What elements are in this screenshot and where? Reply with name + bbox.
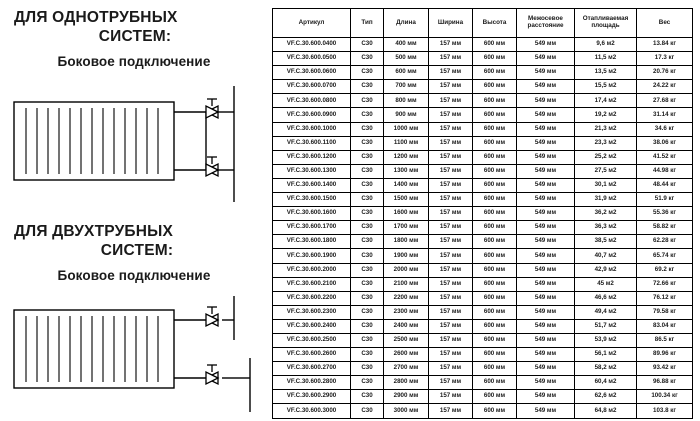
table-row bbox=[273, 235, 693, 249]
table-cell: 24.22 кг bbox=[637, 80, 693, 94]
table-cell: 62.28 кг bbox=[637, 235, 693, 249]
table-cell: 2600 мм bbox=[384, 348, 429, 362]
table-row bbox=[273, 291, 693, 305]
table-cell: 600 мм bbox=[473, 277, 517, 291]
double-pipe-subtitle: Боковое подключение bbox=[57, 268, 211, 283]
table-cell: 25,2 м2 bbox=[575, 150, 637, 164]
table-cell: 549 мм bbox=[517, 164, 575, 178]
table-cell: 549 мм bbox=[517, 38, 575, 52]
table-cell: VF.C.30.600.1300 bbox=[273, 164, 351, 178]
table-cell: VF.C.30.600.0500 bbox=[273, 52, 351, 66]
table-cell: 700 мм bbox=[384, 80, 429, 94]
table-cell: 157 мм bbox=[429, 66, 473, 80]
table-cell: VF.C.30.600.0700 bbox=[273, 80, 351, 94]
table-row bbox=[273, 52, 693, 66]
table-cell: 96.88 кг bbox=[637, 376, 693, 390]
table-header-row bbox=[273, 9, 693, 38]
single-pipe-heading-line2: СИСТЕМ: bbox=[98, 28, 172, 46]
table-row bbox=[273, 38, 693, 52]
table-cell: VF.C.30.600.0400 bbox=[273, 38, 351, 52]
specifications-table-container bbox=[272, 8, 692, 419]
table-cell: 600 мм bbox=[473, 164, 517, 178]
table-cell: 36,2 м2 bbox=[575, 207, 637, 221]
table-cell: 27,5 м2 bbox=[575, 164, 637, 178]
table-cell: 600 мм bbox=[473, 122, 517, 136]
table-cell: 157 мм bbox=[429, 404, 473, 418]
table-row bbox=[273, 376, 693, 390]
table-cell: C30 bbox=[351, 390, 384, 404]
table-cell: 86.5 кг bbox=[637, 333, 693, 347]
table-cell: 1300 мм bbox=[384, 164, 429, 178]
table-cell: 549 мм bbox=[517, 390, 575, 404]
table-cell: C30 bbox=[351, 52, 384, 66]
table-body bbox=[273, 38, 693, 419]
table-cell: 157 мм bbox=[429, 122, 473, 136]
table-cell: C30 bbox=[351, 249, 384, 263]
table-cell: VF.C.30.600.2400 bbox=[273, 319, 351, 333]
table-cell: 600 мм bbox=[473, 390, 517, 404]
table-cell: C30 bbox=[351, 263, 384, 277]
table-cell: 549 мм bbox=[517, 319, 575, 333]
table-cell: 1900 мм bbox=[384, 249, 429, 263]
table-cell: C30 bbox=[351, 404, 384, 418]
table-cell: 1700 мм bbox=[384, 221, 429, 235]
radiator-diagram-double-pipe bbox=[10, 296, 260, 416]
table-cell: 157 мм bbox=[429, 178, 473, 192]
table-cell: 60,4 м2 bbox=[575, 376, 637, 390]
table-cell: 549 мм bbox=[517, 193, 575, 207]
table-cell: VF.C.30.600.1500 bbox=[273, 193, 351, 207]
table-cell: 30,1 м2 bbox=[575, 178, 637, 192]
table-cell: 600 мм bbox=[473, 263, 517, 277]
table-cell: VF.C.30.600.0600 bbox=[273, 66, 351, 80]
table-cell: 600 мм bbox=[473, 150, 517, 164]
table-cell: 157 мм bbox=[429, 108, 473, 122]
table-cell: 600 мм bbox=[473, 193, 517, 207]
table-cell: 157 мм bbox=[429, 150, 473, 164]
table-cell: C30 bbox=[351, 164, 384, 178]
table-cell: 549 мм bbox=[517, 249, 575, 263]
table-cell: C30 bbox=[351, 207, 384, 221]
table-cell: C30 bbox=[351, 136, 384, 150]
table-cell: 58.82 кг bbox=[637, 221, 693, 235]
table-row bbox=[273, 277, 693, 291]
table-cell: 9,6 м2 bbox=[575, 38, 637, 52]
table-cell: 2500 мм bbox=[384, 333, 429, 347]
table-row bbox=[273, 390, 693, 404]
table-cell: 46,6 м2 bbox=[575, 291, 637, 305]
table-cell: 157 мм bbox=[429, 249, 473, 263]
table-row bbox=[273, 249, 693, 263]
table-cell: 157 мм bbox=[429, 136, 473, 150]
table-cell: 157 мм bbox=[429, 348, 473, 362]
table-cell: 83.04 кг bbox=[637, 319, 693, 333]
table-cell: 93.42 кг bbox=[637, 362, 693, 376]
table-cell: 49,4 м2 bbox=[575, 305, 637, 319]
radiator-diagram-single-pipe bbox=[10, 82, 260, 207]
table-cell: C30 bbox=[351, 108, 384, 122]
table-cell: VF.C.30.600.1800 bbox=[273, 235, 351, 249]
table-cell: 157 мм bbox=[429, 277, 473, 291]
table-cell: 549 мм bbox=[517, 52, 575, 66]
table-cell: 549 мм bbox=[517, 333, 575, 347]
table-cell: 2300 мм bbox=[384, 305, 429, 319]
table-cell: 64,8 м2 bbox=[575, 404, 637, 418]
table-cell: 157 мм bbox=[429, 80, 473, 94]
table-cell: VF.C.30.600.1400 bbox=[273, 178, 351, 192]
table-cell: 157 мм bbox=[429, 164, 473, 178]
table-cell: VF.C.30.600.0900 bbox=[273, 108, 351, 122]
table-cell: C30 bbox=[351, 235, 384, 249]
table-cell: 42,9 м2 bbox=[575, 263, 637, 277]
table-cell: 13,5 м2 bbox=[575, 66, 637, 80]
table-cell: 2700 мм bbox=[384, 362, 429, 376]
table-cell: 157 мм bbox=[429, 94, 473, 108]
table-row bbox=[273, 80, 693, 94]
table-cell: 157 мм bbox=[429, 305, 473, 319]
table-cell: 900 мм bbox=[384, 108, 429, 122]
table-cell: 23,3 м2 bbox=[575, 136, 637, 150]
table-cell: 45 м2 bbox=[575, 277, 637, 291]
table-cell: 2900 мм bbox=[384, 390, 429, 404]
table-row bbox=[273, 404, 693, 418]
table-cell: 549 мм bbox=[517, 305, 575, 319]
table-cell: C30 bbox=[351, 66, 384, 80]
specifications-table bbox=[272, 8, 693, 419]
table-row bbox=[273, 333, 693, 347]
table-cell: 69.2 кг bbox=[637, 263, 693, 277]
table-cell: 800 мм bbox=[384, 94, 429, 108]
single-pipe-subtitle: Боковое подключение bbox=[57, 54, 211, 69]
table-cell: 79.58 кг bbox=[637, 305, 693, 319]
table-cell: VF.C.30.600.2600 bbox=[273, 348, 351, 362]
table-row bbox=[273, 108, 693, 122]
table-cell: 549 мм bbox=[517, 178, 575, 192]
table-header-cell-1: Тип bbox=[351, 9, 384, 38]
table-cell: 600 мм bbox=[473, 291, 517, 305]
table-row bbox=[273, 319, 693, 333]
table-cell: 13.84 кг bbox=[637, 38, 693, 52]
table-row bbox=[273, 66, 693, 80]
table-cell: VF.C.30.600.2700 bbox=[273, 362, 351, 376]
table-cell: 55.36 кг bbox=[637, 207, 693, 221]
table-cell: 11,5 м2 bbox=[575, 52, 637, 66]
table-cell: 157 мм bbox=[429, 376, 473, 390]
table-cell: VF.C.30.600.1200 bbox=[273, 150, 351, 164]
table-cell: 549 мм bbox=[517, 376, 575, 390]
table-cell: 600 мм bbox=[473, 348, 517, 362]
table-cell: C30 bbox=[351, 277, 384, 291]
table-cell: C30 bbox=[351, 333, 384, 347]
table-cell: 549 мм bbox=[517, 122, 575, 136]
table-cell: 157 мм bbox=[429, 362, 473, 376]
table-cell: VF.C.30.600.1100 bbox=[273, 136, 351, 150]
table-cell: 1200 мм bbox=[384, 150, 429, 164]
table-header-cell-4: Высота bbox=[473, 9, 517, 38]
table-cell: 549 мм bbox=[517, 207, 575, 221]
table-cell: 51.9 кг bbox=[637, 193, 693, 207]
table-cell: 549 мм bbox=[517, 221, 575, 235]
table-row bbox=[273, 136, 693, 150]
table-row bbox=[273, 305, 693, 319]
table-cell: 44.98 кг bbox=[637, 164, 693, 178]
table-cell: 600 мм bbox=[473, 207, 517, 221]
table-cell: 600 мм bbox=[473, 319, 517, 333]
table-row bbox=[273, 94, 693, 108]
table-cell: 400 мм bbox=[384, 38, 429, 52]
table-cell: 600 мм bbox=[473, 221, 517, 235]
table-cell: 157 мм bbox=[429, 333, 473, 347]
table-row bbox=[273, 362, 693, 376]
table-cell: C30 bbox=[351, 291, 384, 305]
table-cell: 600 мм bbox=[384, 66, 429, 80]
table-cell: 27.68 кг bbox=[637, 94, 693, 108]
table-cell: VF.C.30.600.2900 bbox=[273, 390, 351, 404]
table-cell: 89.96 кг bbox=[637, 348, 693, 362]
table-cell: 157 мм bbox=[429, 263, 473, 277]
table-cell: 600 мм bbox=[473, 178, 517, 192]
table-cell: 549 мм bbox=[517, 348, 575, 362]
table-cell: 549 мм bbox=[517, 150, 575, 164]
table-cell: 600 мм bbox=[473, 94, 517, 108]
table-cell: 549 мм bbox=[517, 94, 575, 108]
table-cell: 2100 мм bbox=[384, 277, 429, 291]
table-cell: C30 bbox=[351, 38, 384, 52]
table-cell: C30 bbox=[351, 348, 384, 362]
table-cell: 2400 мм bbox=[384, 319, 429, 333]
table-cell: 549 мм bbox=[517, 66, 575, 80]
table-header-cell-0: Артикул bbox=[273, 9, 351, 38]
table-cell: 600 мм bbox=[473, 305, 517, 319]
table-cell: VF.C.30.600.2800 bbox=[273, 376, 351, 390]
table-cell: VF.C.30.600.2500 bbox=[273, 333, 351, 347]
table-cell: 17.3 кг bbox=[637, 52, 693, 66]
table-row bbox=[273, 178, 693, 192]
table-cell: 1000 мм bbox=[384, 122, 429, 136]
table-row bbox=[273, 207, 693, 221]
table-cell: VF.C.30.600.2300 bbox=[273, 305, 351, 319]
table-cell: 53,9 м2 bbox=[575, 333, 637, 347]
table-cell: 157 мм bbox=[429, 221, 473, 235]
table-cell: 549 мм bbox=[517, 263, 575, 277]
table-cell: 549 мм bbox=[517, 235, 575, 249]
table-cell: 549 мм bbox=[517, 277, 575, 291]
table-cell: 21,3 м2 bbox=[575, 122, 637, 136]
table-cell: 549 мм bbox=[517, 362, 575, 376]
table-cell: 19,2 м2 bbox=[575, 108, 637, 122]
table-cell: 3000 мм bbox=[384, 404, 429, 418]
table-cell: 549 мм bbox=[517, 108, 575, 122]
table-cell: 48.44 кг bbox=[637, 178, 693, 192]
table-cell: 72.66 кг bbox=[637, 277, 693, 291]
table-cell: VF.C.30.600.0800 bbox=[273, 94, 351, 108]
table-row bbox=[273, 193, 693, 207]
table-cell: C30 bbox=[351, 305, 384, 319]
table-header-cell-2: Длина bbox=[384, 9, 429, 38]
table-cell: 1400 мм bbox=[384, 178, 429, 192]
table-cell: 600 мм bbox=[473, 362, 517, 376]
table-cell: VF.C.30.600.2000 bbox=[273, 263, 351, 277]
table-cell: 20.76 кг bbox=[637, 66, 693, 80]
table-cell: 549 мм bbox=[517, 80, 575, 94]
table-cell: 157 мм bbox=[429, 235, 473, 249]
table-cell: C30 bbox=[351, 80, 384, 94]
table-cell: 157 мм bbox=[429, 52, 473, 66]
table-row bbox=[273, 348, 693, 362]
table-cell: 157 мм bbox=[429, 193, 473, 207]
table-cell: 15,5 м2 bbox=[575, 80, 637, 94]
table-cell: 157 мм bbox=[429, 291, 473, 305]
table-cell: 600 мм bbox=[473, 108, 517, 122]
table-cell: VF.C.30.600.3000 bbox=[273, 404, 351, 418]
table-cell: 38.06 кг bbox=[637, 136, 693, 150]
table-cell: 65.74 кг bbox=[637, 249, 693, 263]
table-cell: 157 мм bbox=[429, 207, 473, 221]
table-cell: C30 bbox=[351, 376, 384, 390]
table-cell: 500 мм bbox=[384, 52, 429, 66]
table-cell: 157 мм bbox=[429, 38, 473, 52]
table-cell: VF.C.30.600.1600 bbox=[273, 207, 351, 221]
table-cell: 34.6 кг bbox=[637, 122, 693, 136]
table-cell: C30 bbox=[351, 122, 384, 136]
table-cell: 41.52 кг bbox=[637, 150, 693, 164]
table-cell: C30 bbox=[351, 221, 384, 235]
table-cell: 17,4 м2 bbox=[575, 94, 637, 108]
table-cell: 600 мм bbox=[473, 333, 517, 347]
table-cell: 2000 мм bbox=[384, 263, 429, 277]
table-cell: 600 мм bbox=[473, 38, 517, 52]
table-cell: VF.C.30.600.1700 bbox=[273, 221, 351, 235]
table-cell: 600 мм bbox=[473, 404, 517, 418]
double-pipe-heading bbox=[14, 222, 260, 261]
table-cell: C30 bbox=[351, 150, 384, 164]
table-header-cell-3: Ширина bbox=[429, 9, 473, 38]
table-header-cell-6: Отапливаемая площадь bbox=[575, 9, 637, 38]
table-row bbox=[273, 221, 693, 235]
single-pipe-heading-line1: ДЛЯ ОДНОТРУБНЫХ bbox=[14, 9, 178, 26]
table-cell: 1500 мм bbox=[384, 193, 429, 207]
table-cell: C30 bbox=[351, 178, 384, 192]
table-cell: 56,1 м2 bbox=[575, 348, 637, 362]
table-cell: 31,9 м2 bbox=[575, 193, 637, 207]
table-cell: VF.C.30.600.2100 bbox=[273, 277, 351, 291]
double-pipe-heading-line1: ДЛЯ ДВУХТРУБНЫХ bbox=[14, 223, 174, 240]
table-cell: 40,7 м2 bbox=[575, 249, 637, 263]
table-cell: 2200 мм bbox=[384, 291, 429, 305]
table-cell: C30 bbox=[351, 193, 384, 207]
table-cell: 62,6 м2 bbox=[575, 390, 637, 404]
table-cell: 549 мм bbox=[517, 291, 575, 305]
table-cell: 1600 мм bbox=[384, 207, 429, 221]
table-cell: C30 bbox=[351, 319, 384, 333]
table-cell: 157 мм bbox=[429, 390, 473, 404]
table-cell: 36,3 м2 bbox=[575, 221, 637, 235]
left-diagram-panel bbox=[0, 0, 268, 421]
table-row bbox=[273, 122, 693, 136]
table-cell: 549 мм bbox=[517, 404, 575, 418]
table-cell: 600 мм bbox=[473, 235, 517, 249]
double-pipe-heading-line2: СИСТЕМ: bbox=[100, 242, 174, 260]
table-cell: 600 мм bbox=[473, 80, 517, 94]
table-header-cell-7: Вес bbox=[637, 9, 693, 38]
table-cell: 157 мм bbox=[429, 319, 473, 333]
table-header-cell-5: Межосевое расстояние bbox=[517, 9, 575, 38]
table-cell: 58,2 м2 bbox=[575, 362, 637, 376]
table-cell: 600 мм bbox=[473, 249, 517, 263]
table-cell: 100.34 кг bbox=[637, 390, 693, 404]
table-cell: 51,7 м2 bbox=[575, 319, 637, 333]
table-cell: 549 мм bbox=[517, 136, 575, 150]
table-cell: 103.8 кг bbox=[637, 404, 693, 418]
table-cell: 38,5 м2 bbox=[575, 235, 637, 249]
table-cell: 76.12 кг bbox=[637, 291, 693, 305]
table-cell: 31.14 кг bbox=[637, 108, 693, 122]
table-cell: C30 bbox=[351, 94, 384, 108]
table-cell: C30 bbox=[351, 362, 384, 376]
table-cell: VF.C.30.600.1000 bbox=[273, 122, 351, 136]
table-cell: 2800 мм bbox=[384, 376, 429, 390]
table-row bbox=[273, 164, 693, 178]
single-pipe-heading bbox=[14, 8, 256, 47]
table-cell: 1100 мм bbox=[384, 136, 429, 150]
table-cell: 1800 мм bbox=[384, 235, 429, 249]
table-cell: 600 мм bbox=[473, 52, 517, 66]
table-row bbox=[273, 263, 693, 277]
table-cell: 600 мм bbox=[473, 376, 517, 390]
table-cell: 600 мм bbox=[473, 66, 517, 80]
table-cell: VF.C.30.600.2200 bbox=[273, 291, 351, 305]
table-cell: 600 мм bbox=[473, 136, 517, 150]
table-row bbox=[273, 150, 693, 164]
table-cell: VF.C.30.600.1900 bbox=[273, 249, 351, 263]
